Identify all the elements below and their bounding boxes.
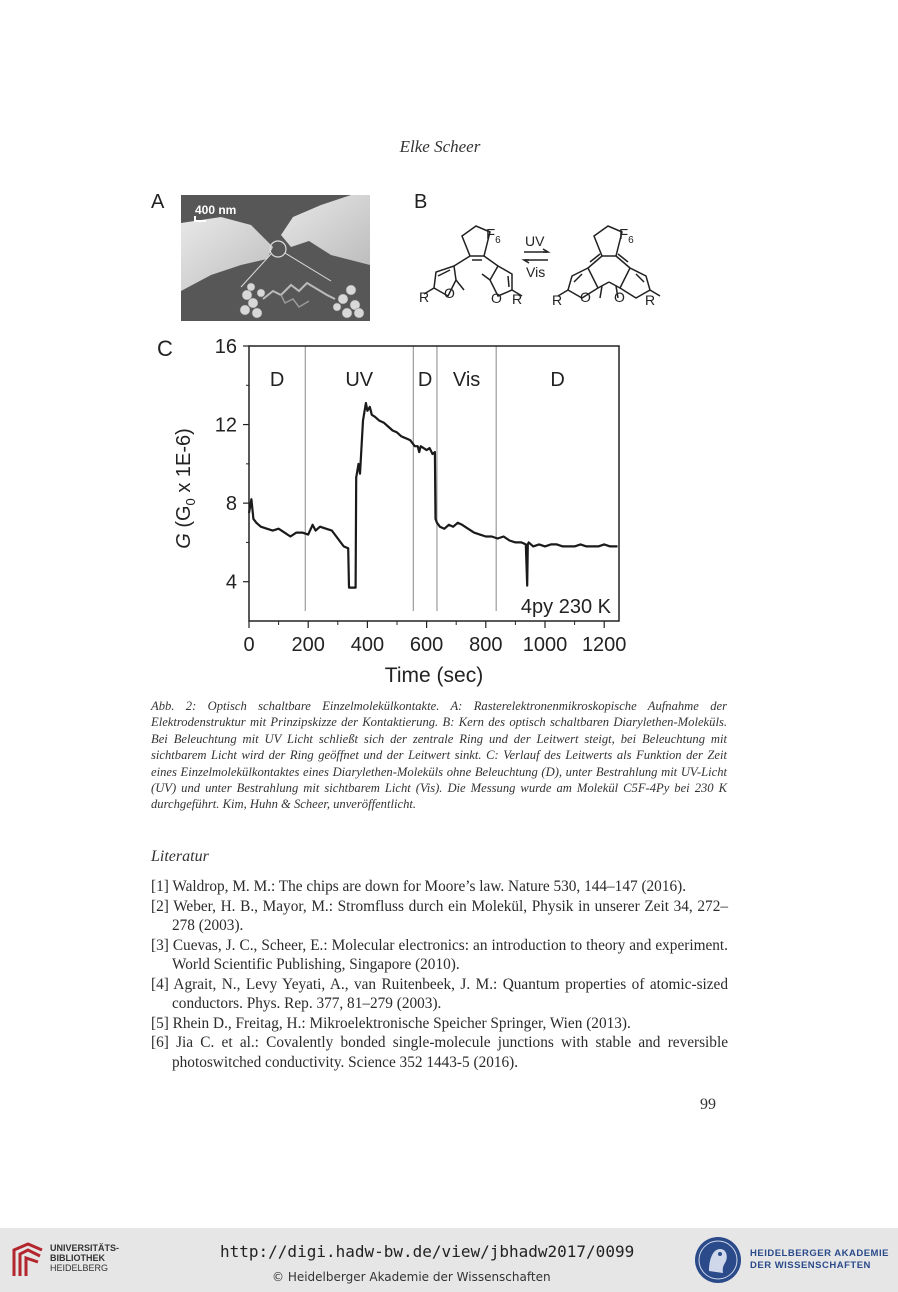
y-axis-title [173, 428, 198, 549]
scheme-label-f6-open: $F_6$ [486, 226, 501, 246]
academy-name [750, 1248, 889, 1272]
scheme-atom-o: O [580, 289, 591, 305]
academy-seal-icon[interactable] [693, 1235, 743, 1285]
library-name-line: BIBLIOTHEK [50, 1253, 105, 1263]
region-label: UV [345, 369, 374, 391]
x-tick-label: 800 [469, 634, 503, 656]
scale-bar-label: 400 nm [195, 203, 237, 217]
scheme-atom-r: R [419, 289, 430, 305]
reference-item: [1] Waldrop, M. M.: The chips are down for Moore’s law. Nature 530, 144–147 (2016). [151, 878, 687, 895]
scheme-atom-r: R [552, 292, 563, 308]
x-tick-label: 1200 [581, 634, 627, 656]
scale-bar [194, 220, 206, 222]
sem-micrograph [181, 195, 370, 321]
scheme-label-uv: UV [525, 233, 545, 249]
page-number: 99 [700, 1096, 716, 1113]
reference-item: [4] Agrait, N., Levy Yeyati, A., van Ruitenbeek, J. M.: Quantum properties of atomic-sized conductors. Phys. Rep. 377, 81–279 (2003). [151, 975, 728, 1012]
x-tick-label: 1000 [522, 634, 568, 656]
scheme-atom-o: O [614, 289, 625, 305]
scheme-atom-o: O [491, 290, 502, 306]
y-axis-title-subscript: 0 [183, 498, 198, 506]
figure-caption: Abb. 2: Optisch schaltbare Einzelmolekülkontakte. A: Rasterelektronenmikroskopische Aufnahme der Elektrodenstruktur mit Prinzipskizze der Kontaktierung. B: Kern des optisch schaltbaren Diarylethen-Moleküls. Bei Beleuchtung mit UV Licht schließt sich der zentrale Ring und der Leitwert steigt, bei Beleuchtung mit sichtbarem Licht wird der Ring geöffnet und der Leitwert sinkt. C: Verlauf des Leitwerts als Funktion der Zeit eines Einzelmolekülkontaktes eines Diarylethen-Moleküls ohne Beleuchtung (D), unter Bestrahlung mit UV-Licht (UV) und unter Bestrahlung mit sichtbarem Licht (Vis). Die Messung wurde am Molekül C5F-4Py bei 230 K durchgeführt. Kim, Huhn & Scheer, unveröffentlicht. [151, 699, 727, 812]
region-label: Vis [452, 369, 481, 391]
reference-item: [2] Weber, H. B., Mayor, M.: Stromfluss durch ein Molekül, Physik in unserer Zeit 34, 272–278 (2003). [151, 897, 728, 934]
library-name-line: HEIDELBERG [50, 1263, 109, 1273]
x-tick-label: 400 [350, 634, 385, 656]
scheme-atom-r: R [645, 292, 656, 308]
panel-b-label: B [414, 191, 428, 213]
panel-c-label: C [157, 336, 173, 361]
scheme-label-f6-closed: $F_6$ [619, 226, 634, 246]
x-tick-label: 200 [291, 634, 325, 656]
y-tick-label: 16 [214, 336, 237, 358]
academy-name-line: HEIDELBERGER AKADEMIE [750, 1248, 889, 1259]
literature-heading: Literatur [151, 848, 209, 865]
region-label: D [550, 369, 565, 391]
running-head-author: Elke Scheer [399, 137, 481, 156]
x-axis-title: Time (sec) [384, 664, 484, 687]
copyright-notice: © Heidelberger Akademie der Wissenschaften [272, 1270, 551, 1284]
reference-item: [3] Cuevas, J. C., Scheer, E.: Molecular electronics: an introduction to theory and experiment. World Scientific Publishing, Singapore (2010). [151, 936, 728, 973]
y-axis-title-symbol: G [173, 533, 195, 549]
conductance-series-line [249, 403, 618, 588]
reference-list [151, 877, 728, 1072]
region-label: D [417, 369, 433, 391]
scheme-atom-r: R [512, 291, 523, 307]
x-tick-label: 600 [409, 634, 444, 656]
library-name-line: UNIVERSITÄTS- [50, 1243, 120, 1253]
chart-annotation: 4py 230 K [520, 596, 611, 618]
x-tick-label: 0 [243, 634, 255, 656]
reference-item: [6] Jia C. et al.: Covalently bonded single-molecule junctions with stable and reversible photoswitched conductivity. Science 352 1443-5 (2016). [151, 1034, 728, 1071]
footer-bar [0, 1228, 898, 1292]
academy-name-line: DER WISSENSCHAFTEN [750, 1260, 871, 1271]
reference-item: [5] Rhein D., Freitag, H.: Mikroelektronische Speicher Springer, Wien (2013). [151, 1014, 631, 1032]
conductance-chart [160, 330, 650, 695]
y-axis-title-part: x 1E-6) [173, 428, 195, 499]
panel-a-label: A [151, 191, 165, 213]
y-axis-title-part: (G [173, 505, 195, 534]
permalink-url[interactable]: http://digi.hadw-bw.de/view/jbhadw2017/0099 [220, 1242, 635, 1261]
library-logo-icon[interactable] [10, 1240, 46, 1280]
y-tick-label: 12 [214, 414, 237, 437]
region-label: D [269, 369, 285, 391]
library-name [50, 1243, 119, 1273]
scheme-label-vis: Vis [526, 264, 546, 280]
scheme-atom-o: O [444, 285, 455, 301]
y-tick-label: 4 [225, 571, 237, 594]
y-tick-label: 8 [225, 493, 237, 516]
